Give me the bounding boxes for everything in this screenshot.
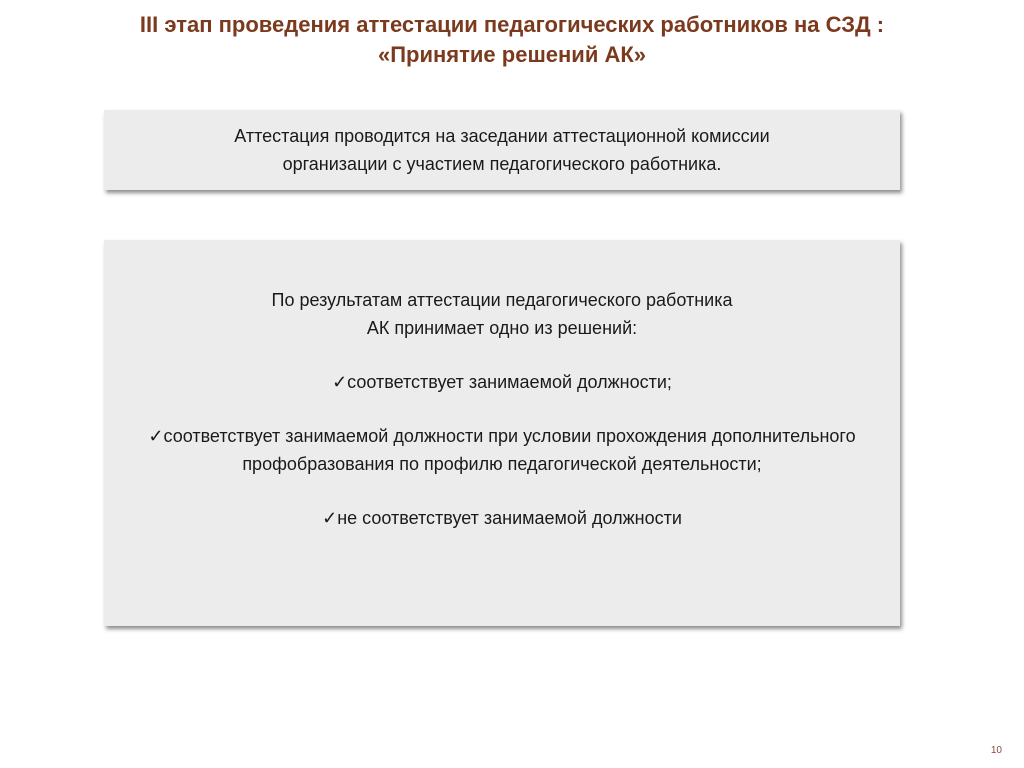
decision-text: соответствует занимаемой должности при условии прохождения дополнительного профобразования по профилю педагогической деятельности; (163, 426, 856, 474)
decision-text: соответствует занимаемой должности; (347, 372, 672, 392)
slide-title-line-2: «Принятие решений АК» (377, 42, 647, 67)
decision-item (104, 504, 900, 532)
slide-title (40, 10, 984, 70)
check-icon: ✓ (332, 372, 348, 392)
page-number: 10 (990, 745, 1002, 756)
decisions-intro-line-1: По результатам аттестации педагогического работника (271, 290, 733, 310)
slide-title-line-1: III этап проведения аттестации педагогических работников на СЗД : (139, 12, 885, 37)
decision-text: не соответствует занимаемой должности (337, 508, 682, 528)
attestation-info-line-2: организации с участием педагогического работника. (282, 154, 722, 174)
decisions-intro-line-2: АК принимает одно из решений: (366, 318, 638, 338)
decision-item (104, 422, 900, 478)
decisions-box (104, 240, 900, 626)
attestation-info-box (104, 110, 900, 190)
attestation-info-line-1: Аттестация проводится на заседании аттестационной комиссии (234, 126, 770, 146)
check-icon: ✓ (322, 508, 338, 528)
decision-item (104, 368, 900, 396)
check-icon: ✓ (148, 426, 164, 446)
